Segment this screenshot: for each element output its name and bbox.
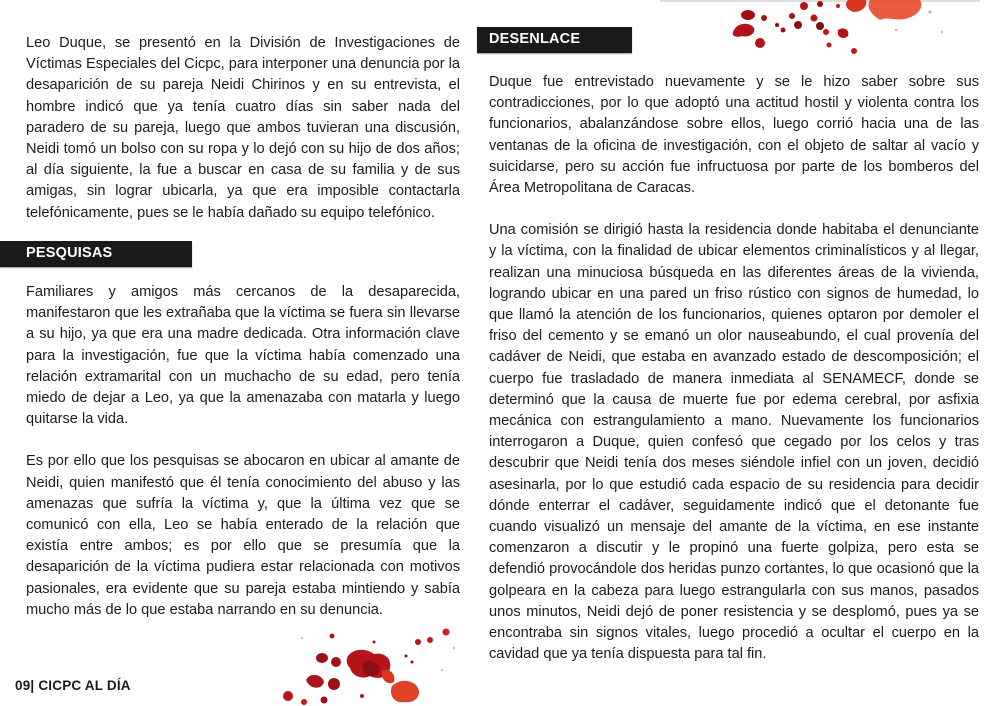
desenlace-section [489, 72, 979, 665]
left-column [26, 33, 460, 224]
desenlace-paragraph-2: Una comisión se dirigió hasta la residencia donde habitaba el denunciante y la víctima, con la finalidad de ubicar elementos criminalísticos y al llegar, realizan una minuciosa búsqueda en las diferentes áreas de la vivienda, logrando ubicar en una pared un friso rústico con signos de humedad, lo que llamó la atención de los funcionarios, quienes optaron por demoler el friso del cemento y se emanó un olor nauseabundo, el cual provenía del cadáver de Neidi, que estaba en avanzado estado de descomposición; el cuerpo fue trasladado de manera inmediata al SENAMECF, donde se determinó que la causa de muerte fue por edema cerebral, por asfixia mecánica con estrangulamiento a mano. Nuevamente los funcionarios interrogaron a Duque, quien confesó que cegado por los celos y tras descubrir que Neidi tenía dos meses siéndole infiel con un joven, decidió asesinarla, por lo que estudió cada espacio de su residencia para decidir dónde enterrar el cadáver, seguidamente indicó que el detonante fue cuando visualizó un mensaje del amante de la víctima, en ese instante comenzaron a discutir y le propinó una fuerte golpiza, pero esta se defendió provocándole dos heridas punzo cortantes, lo que ocasionó que la golpeara en la cabeza para luego estrangularla con sus manos, pasados unos minutos, Neidi dejó de poner resistencia y se desplomó, pues ya se encontraba sin signos vitales, luego procedió a ocultar el cuerpo en la cavidad que ya tenía dispuesta para tal fin. [489, 222, 979, 663]
pesquisas-paragraph-1: Familiares y amigos más cercanos de la desaparecida, manifestaron que les extrañaba que la víctima se fuera sin llevarse a su hijo, ya que era una madre dedicada. Otra información clave para la investigación, fue que la víctima había comenzado una relación extramarital con un muchacho de su edad, pero tenía miedo de dejar a Leo, ya que la amenazaba con matarla y luego quitarse la vida. [26, 284, 460, 428]
desenlace-paragraph-1: Duque fue entrevistado nuevamente y se le hizo saber sobre sus contradicciones, por lo que adoptó una actitud hostil y violenta contra los funcionarios, abalanzándose sobre ellos, luego corrió hacia una de las ventanas de la oficina de investigación, con el objeto de saltar al vacío y suicidarse, pero su acción fue infructuosa por parte de los bomberos del Área Metropolitana de Caracas. [489, 74, 979, 197]
pesquisas-paragraph-2: Es por ello que los pesquisas se abocaron en ubicar al amante de Neidi, quien manifestó que él tenía conocimiento del abuso y las amenazas que sufría la víctima y, que la última vez que se comunicó con ella, Leo se había enterado de la relación que existía entre ambos; es por ello que se presumía que la desaparición de la víctima pudiera estar relacionada con motivos pasionales, era evidente que su pareja estaba mintiendo y sabía mucho más de lo que estaba narrando en su denuncia. [26, 453, 460, 618]
intro-paragraph: Leo Duque, se presentó en la División de Investigaciones de Víctimas Especiales del Cicpc, para interponer una denuncia por la desaparición de su pareja Neidi Chirinos y en su entrevista, el hombre indicó que ya tenía cuatro días sin saber nada del paradero de su pareja, luego que ambos tuvieran una discusión, Neidi tomó un bolso con su ropa y lo dejó con su hijo de dos años; al día siguiente, la fue a buscar en casa de su familia y de sus amigas, sin lograr ubicarla, ya que era imposible contactarla telefónicamente, pues se le había dañado su equipo telefónico. [26, 35, 461, 221]
section-title-pesquisas: PESQUISAS [26, 245, 113, 261]
pesquisas-section [26, 282, 460, 621]
section-title-desenlace: DESENLACE [489, 31, 581, 47]
page-footer: 09| CICPC AL DÍA [15, 678, 131, 693]
blood-splatter-top-icon [720, 0, 950, 56]
section-header-desenlace [477, 27, 632, 53]
blood-splatter-bottom-icon [262, 618, 472, 706]
section-header-pesquisas [0, 241, 192, 267]
